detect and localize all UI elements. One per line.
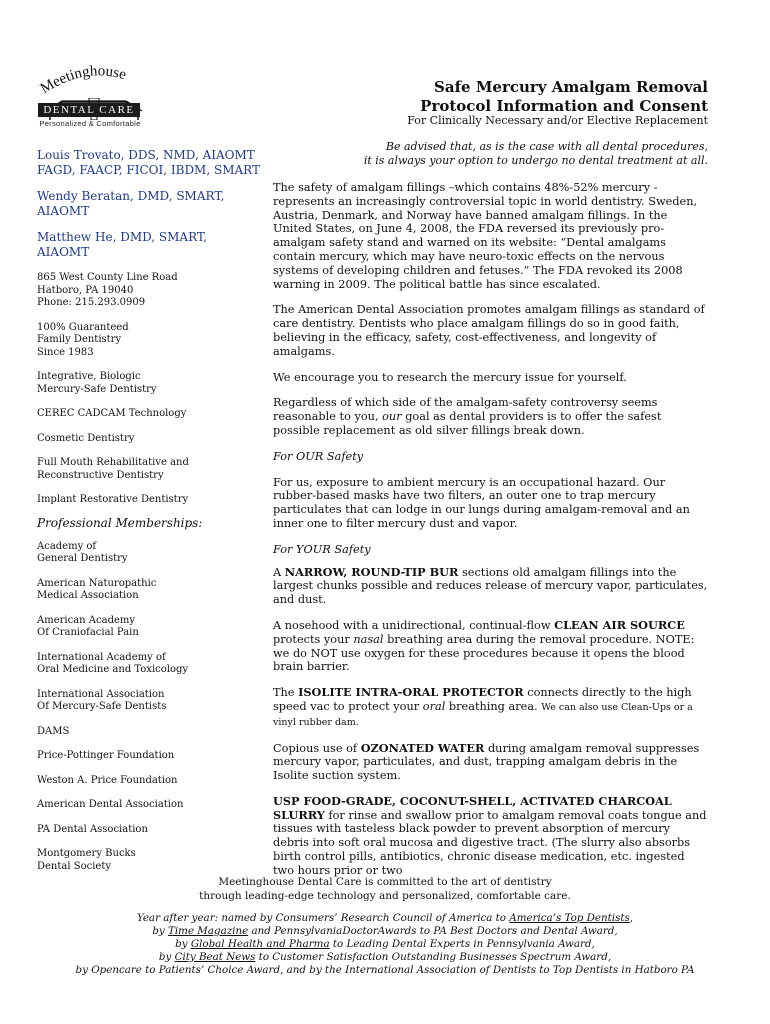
- doctor-trovato: Louis Trovato, DDS, NMD, AIAOMT FAGD, FAACP, FICOI, IBDM, SMART: [37, 148, 260, 177]
- footer-awards: Year after year: named by Consumers’ Research Council of America to America’s Top Dentists, by Time Magazine and PennsylvaniaDoctorAwards to PA Best Doctors and Dental Award, by Global Health and Pharma to Leading Dental Experts in Pennsylvania Award, by City Beat News to Customer Satisfaction Outstanding Businesses Spectrum Award, by Opencare to Patients’ Choice Award, and by the International Association of Dentists to Top Dentists in Hatboro PA: [75, 912, 695, 976]
- membership-item: PA Dental Association: [37, 823, 148, 835]
- memberships-list: [37, 541, 262, 874]
- paragraph-ozonated: Copious use of OZONATED WATER during amalgam removal suppresses mercury vapor, particulates, and dust, trapping amalgam debris in the Isolite suction system.: [273, 740, 700, 783]
- address-block: 865 West County Line Road Hatboro, PA 19040 Phone: 215.293.0909: [37, 272, 262, 310]
- implant-item: Implant Restorative Dentistry: [37, 494, 189, 505]
- full-mouth-block: Full Mouth Rehabilitative and Reconstructive Dentistry: [37, 457, 189, 481]
- paragraph-goal: Regardless of which side of the amalgam-safety controversy seems reasonable to you, our goal as dental providers is to offer the safest possible replacement as old silver fillings break down.: [273, 396, 662, 437]
- doctor-he: Matthew He, DMD, SMART, AIAOMT: [37, 230, 207, 259]
- paragraph-ada: The American Dental Association promotes amalgam fillings as standard of care dentistry. Dentists who place amalgam fillings do so in good faith, believing in the efficacy, safety, cost-effectiveness, and longevity of amalgams.: [273, 303, 705, 358]
- membership-item: International Association Of Mercury-Safe Dentists: [37, 688, 167, 712]
- membership-item: American Academy Of Craniofacial Pain: [37, 614, 139, 638]
- paragraph-research: We encourage you to research the mercury issue for yourself.: [273, 370, 627, 384]
- paragraph-intro: The safety of amalgam fillings –which contains 48%-52% mercury - represents an increasingly controversial topic in world dentistry. Sweden, Austria, Denmark, and Norway have banned amalgam fillings. In the United States, on June 4, 2008, the FDA reversed its previously pro-amalgam safety stand and warned on its website: “Dental amalgams contain mercury, which may have neuro-toxic effects on the nervous systems of developing children and fetuses.” The FDA revoked its 2008 warning in 2009. The political battle has since escalated.: [273, 181, 698, 291]
- membership-item: International Academy of Oral Medicine and Toxicology: [37, 651, 189, 675]
- paragraph-bur: A NARROW, ROUND-TIP BUR sections old amalgam fillings into the largest chunks possible and reduces release of mercury vapor, particulates, and dust.: [273, 564, 708, 607]
- membership-item: American Dental Association: [37, 799, 184, 810]
- svg-text:Meetinghouse: Meetinghouse: [38, 63, 128, 98]
- membership-item: DAMS: [37, 725, 70, 737]
- logo-tagline: Personalized & Comfortable: [39, 119, 141, 128]
- membership-item: Weston A. Price Foundation: [37, 774, 178, 786]
- paragraph-our-safety: For us, exposure to ambient mercury is an occupational hazard. Our rubber-based masks have two filters, an outer one to trap mercury particulates that can lodge in our lungs during amalgam-removal and an inner one to filter mercury dust and vapor.: [273, 475, 690, 530]
- page-subtitle: For Clinically Necessary and/or Elective Replacement: [407, 114, 708, 127]
- footer-commitment: Meetinghouse Dental Care is committed to the art of dentistry through leading-edge technology and personalized, comfortable care.: [199, 876, 571, 902]
- advice-note: Be advised that, as is the case with all dental procedures, it is always your option to undergo no dental treatment at all.: [363, 140, 708, 167]
- membership-item: Montgomery Bucks Dental Society: [37, 848, 136, 872]
- cerec-item: CEREC CADCAM Technology: [37, 408, 187, 419]
- doctor-beratan: Wendy Beratan, DMD, SMART, AIAOMT: [37, 189, 225, 218]
- main-content: [273, 181, 709, 878]
- heading-your-safety: For YOUR Safety: [273, 542, 371, 556]
- guarantee-block: 100% Guaranteed Family Dentistry Since 1983: [37, 321, 129, 358]
- membership-item: Academy of General Dentistry: [37, 540, 128, 564]
- membership-item: American Naturopathic Medical Association: [37, 577, 157, 601]
- sidebar: [37, 148, 262, 873]
- membership-item: Price-Pottinger Foundation: [37, 750, 175, 761]
- logo-name: DENTAL CARE: [38, 103, 140, 117]
- page-title: Safe Mercury Amalgam Removal Protocol Information and Consent: [420, 78, 708, 115]
- logo-arc-text: [38, 58, 150, 98]
- paragraph-charcoal: USP FOOD-GRADE, COCONUT-SHELL, ACTIVATED CHARCOAL SLURRY for rinse and swallow prior to amalgam removal coats tongue and tissues with tasteless black powder to prevent absorption of mercury debris into soft oral mucosa and digestive tract. (The slurry also absorbs birth control pills, antibiotics, chronic disease medication, etc. ingested two hours prior or two: [273, 793, 707, 877]
- paragraph-clean-air: A nosehood with a unidirectional, continual-flow CLEAN AIR SOURCE protects your nasal breathing area during the removal procedure. NOTE: we do NOT use oxygen for these procedures because it opens the blood brain barrier.: [273, 617, 695, 674]
- memberships-heading: Professional Memberships:: [37, 515, 203, 530]
- paragraph-isolite: The ISOLITE INTRA-ORAL PROTECTOR connects directly to the high speed vac to protect your oral breathing area. We can also use Clean-Ups or a vinyl rubber dam.: [273, 685, 693, 728]
- integrative-block: Integrative, Biologic Mercury-Safe Dentistry: [37, 371, 157, 395]
- phone: Phone: 215.293.0909: [37, 297, 146, 308]
- cosmetic-item: Cosmetic Dentistry: [37, 432, 135, 444]
- heading-our-safety: For OUR Safety: [273, 449, 364, 463]
